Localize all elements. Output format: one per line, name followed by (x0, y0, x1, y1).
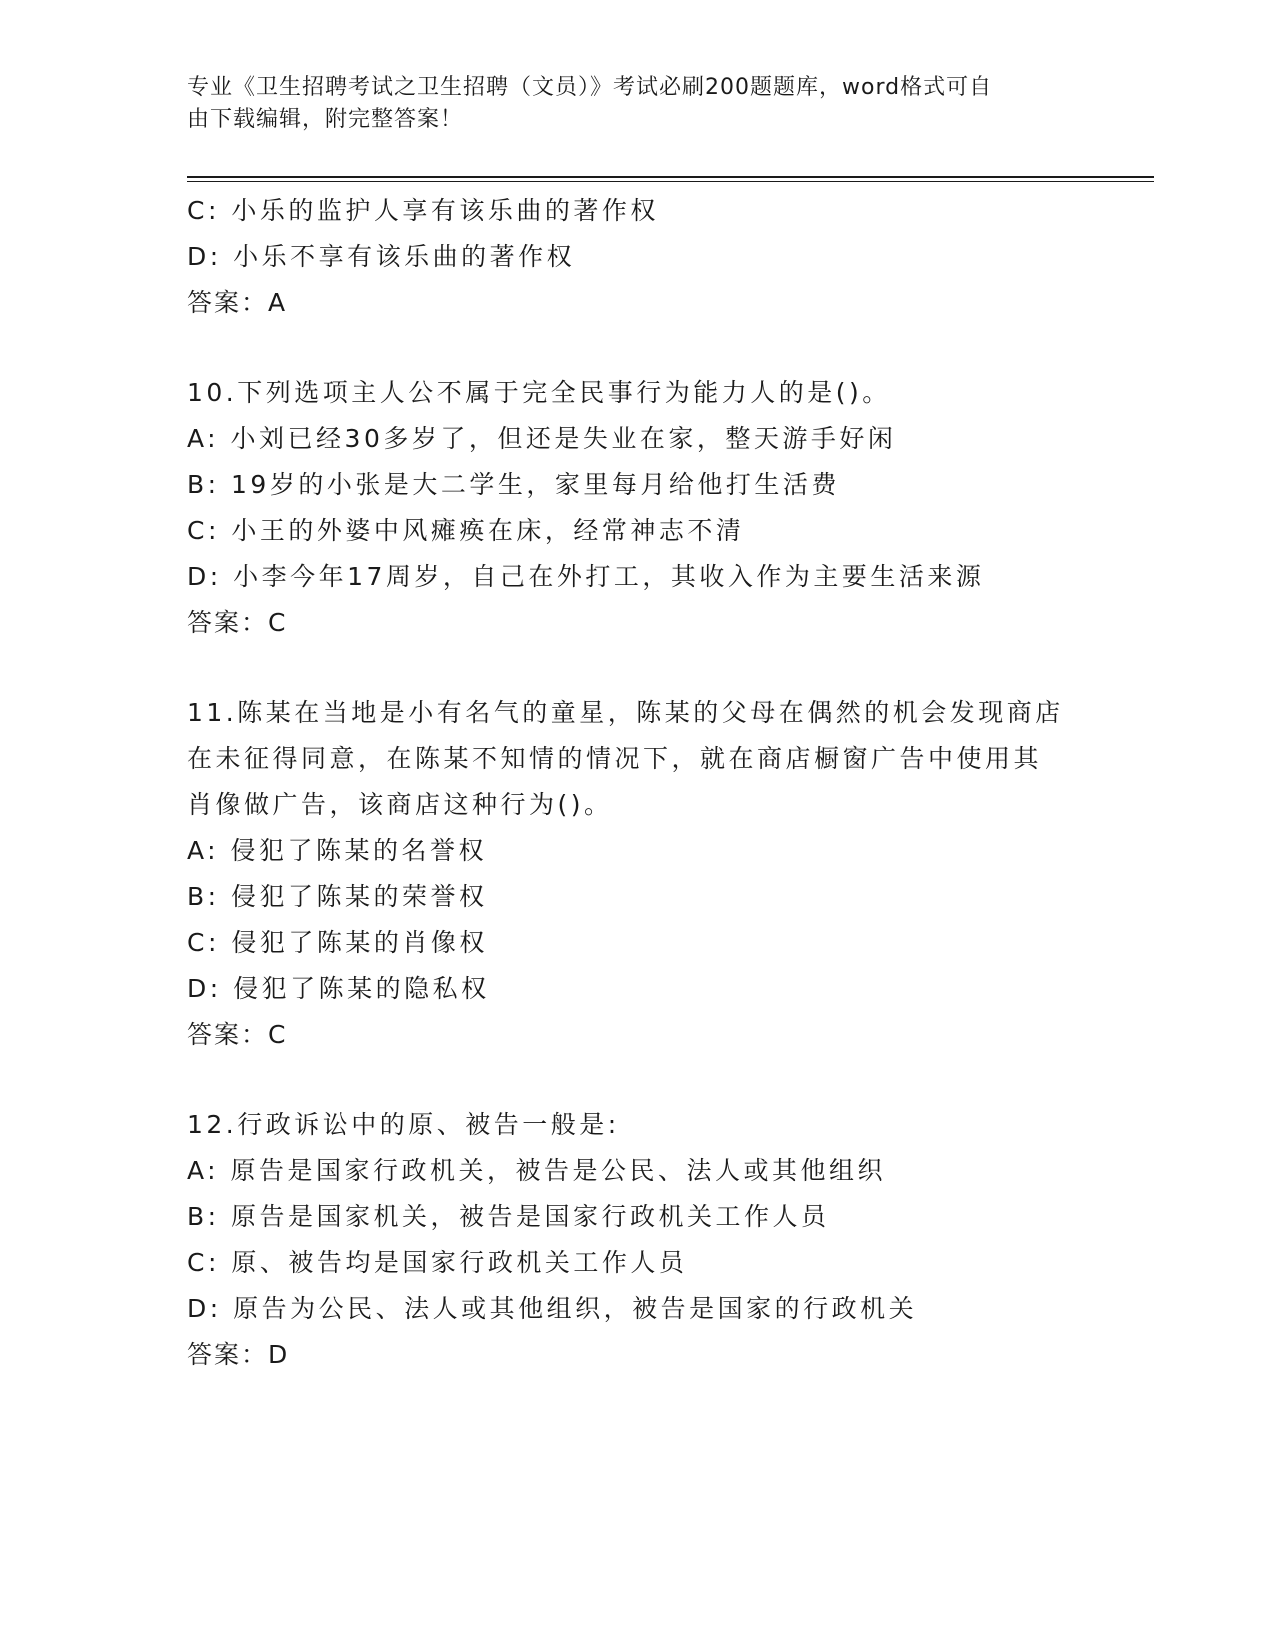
question-stem: 在未征得同意，在陈某不知情的情况下，就在商店橱窗广告中使用其 (187, 744, 1043, 773)
question-stem: 10.下列选项主人公不属于完全民事行为能力人的是()。 (187, 378, 891, 407)
answer-line: 答案：C (187, 608, 288, 637)
header-line-1: 专业《卫生招聘考试之卫生招聘（文员）》考试必刷200题题库，word格式可自 (187, 75, 993, 100)
option-line: C: 原、被告均是国家行政机关工作人员 (187, 1248, 688, 1277)
answer-line: 答案：D (187, 1340, 290, 1369)
answer-line: 答案：A (187, 288, 288, 317)
question-stem: 11.陈某在当地是小有名气的童星，陈某的父母在偶然的机会发现商店 (187, 698, 1064, 727)
option-line: D: 小乐不享有该乐曲的著作权 (187, 242, 576, 271)
question-block-continued (187, 188, 1147, 326)
question-stem: 肖像做广告，该商店这种行为()。 (187, 790, 613, 819)
option-line: A: 小刘已经30多岁了，但还是失业在家，整天游手好闲 (187, 424, 897, 453)
option-line: C: 小乐的监护人享有该乐曲的著作权 (187, 196, 659, 225)
page-header (187, 72, 1067, 136)
option-line: D: 侵犯了陈某的隐私权 (187, 974, 490, 1003)
option-line: A: 侵犯了陈某的名誉权 (187, 836, 488, 865)
option-line: C: 侵犯了陈某的肖像权 (187, 928, 488, 957)
question-block-10 (187, 370, 1147, 646)
option-line: B: 原告是国家机关，被告是国家行政机关工作人员 (187, 1202, 830, 1231)
option-line: B: 侵犯了陈某的荣誉权 (187, 882, 488, 911)
option-line: B: 19岁的小张是大二学生，家里每月给他打生活费 (187, 470, 840, 499)
question-block-11 (187, 690, 1147, 1058)
header-divider (187, 176, 1154, 182)
option-line: D: 小李今年17周岁，自己在外打工，其收入作为主要生活来源 (187, 562, 985, 591)
option-line: A: 原告是国家行政机关，被告是公民、法人或其他组织 (187, 1156, 887, 1185)
spacer (187, 1058, 1147, 1102)
question-content (187, 188, 1147, 1378)
option-line: D: 原告为公民、法人或其他组织，被告是国家的行政机关 (187, 1294, 918, 1323)
question-stem: 12.行政诉讼中的原、被告一般是: (187, 1110, 620, 1139)
question-block-12 (187, 1102, 1147, 1378)
spacer (187, 646, 1147, 690)
header-line-2: 由下载编辑，附完整答案！ (187, 107, 464, 132)
spacer (187, 326, 1147, 370)
answer-line: 答案：C (187, 1020, 288, 1049)
option-line: C: 小王的外婆中风瘫痪在床，经常神志不清 (187, 516, 745, 545)
